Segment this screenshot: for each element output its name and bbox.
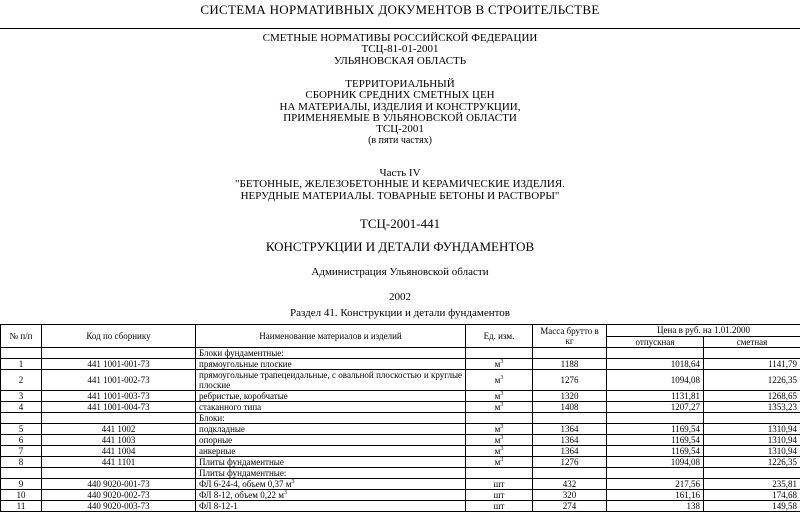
cell-release-text: 1131,81	[671, 391, 700, 401]
header-release-price: отпускная	[607, 336, 704, 348]
table-row	[1, 391, 800, 402]
cell-code	[42, 501, 196, 512]
table-row	[1, 370, 800, 391]
cell-num	[1, 413, 42, 424]
cell-unit	[466, 391, 533, 402]
system-title: СИСТЕМА НОРМАТИВНЫХ ДОКУМЕНТОВ В СТРОИТЕЛЬСТВЕ	[0, 0, 800, 29]
cell-mass	[533, 468, 607, 479]
header-num: № п/п	[1, 325, 42, 348]
cell-group-name-text: Блоки:	[199, 413, 225, 423]
cell-unit	[466, 348, 533, 359]
cell-num	[1, 402, 42, 413]
part-title-line: "БЕТОННЫЕ, ЖЕЛЕЗОБЕТОННЫЕ И КЕРАМИЧЕСКИЕ ИЗДЕЛИЯ.	[235, 178, 565, 191]
cell-code-text: 440 9020-001-73	[87, 479, 150, 489]
cell-estimate	[704, 402, 800, 413]
cell-unit-text: м	[494, 457, 501, 467]
cell-unit	[466, 402, 533, 413]
cell-estimate	[704, 391, 800, 402]
cell-name-text: прямоугольные плоские	[199, 359, 292, 369]
cell-num-text: 4	[18, 402, 24, 412]
cell-name	[196, 424, 466, 435]
cell-code	[42, 348, 196, 359]
cell-estimate-text: 235,81	[772, 479, 797, 489]
cell-mass-text: 1408	[560, 402, 579, 412]
cell-mass	[533, 435, 607, 446]
cell-unit-text: м	[494, 402, 501, 412]
header-line: ТСЦ-2001	[376, 123, 424, 136]
cell-code-text: 441 1002	[101, 424, 136, 434]
cell-mass	[533, 359, 607, 370]
cell-num-text: 9	[18, 479, 24, 489]
cell-unit-text: м	[494, 435, 501, 445]
cell-num	[1, 468, 42, 479]
cell-code	[42, 424, 196, 435]
cell-name	[196, 370, 466, 391]
cell-name	[196, 457, 466, 468]
cell-estimate-text: 174,68	[772, 490, 797, 500]
cell-unit	[466, 490, 533, 501]
cell-code	[42, 435, 196, 446]
cell-release	[607, 391, 704, 402]
cell-unit-text: м	[494, 424, 501, 434]
cell-estimate	[704, 446, 800, 457]
cell-code-text: 441 1001-004-73	[87, 402, 150, 412]
cell-release	[607, 457, 704, 468]
header-code: Код по сборнику	[42, 325, 196, 348]
cell-unit-text: м	[494, 359, 501, 369]
header-unit: Ед. изм.	[466, 325, 533, 348]
cell-name-text: опорные	[199, 435, 233, 445]
cell-release-text: 1018,64	[670, 359, 700, 369]
cell-unit	[466, 446, 533, 457]
header-block-1	[0, 33, 800, 67]
cell-num	[1, 446, 42, 457]
cell-name	[196, 435, 466, 446]
header-estimate-price: сметная	[704, 336, 800, 348]
cell-mass	[533, 446, 607, 457]
header-line: ПРИМЕНЯЕМЫЕ В УЛЬЯНОВСКОЙ ОБЛАСТИ	[283, 111, 517, 124]
cell-release-text: 161,16	[675, 490, 700, 500]
cell-name	[196, 402, 466, 413]
cell-num	[1, 424, 42, 435]
cell-code-text: 441 1001-003-73	[87, 391, 150, 401]
cell-release-text: 1207,27	[670, 402, 700, 412]
cell-estimate	[704, 490, 800, 501]
cell-release-text: 138	[686, 501, 700, 511]
cell-release	[607, 446, 704, 457]
cell-code	[42, 490, 196, 501]
cell-name-text: стаканного типа	[199, 402, 262, 412]
cell-unit-text: шт	[493, 479, 505, 489]
cell-unit	[466, 457, 533, 468]
header-line: (в пяти частях)	[368, 135, 432, 147]
table-row	[1, 402, 800, 413]
header-mass: Масса брутто в кг	[533, 325, 607, 348]
cell-estimate-text: 1226,35	[767, 457, 797, 467]
cell-unit	[466, 370, 533, 391]
cell-estimate-text: 1141,79	[768, 359, 797, 369]
table-row	[1, 446, 800, 457]
cell-mass	[533, 501, 607, 512]
superscript: 3	[283, 490, 287, 496]
cell-mass-text: 432	[562, 479, 577, 489]
cell-num-text: 10	[16, 490, 26, 500]
cell-estimate-text: 1353,23	[767, 402, 797, 412]
cell-name	[196, 490, 466, 501]
cell-estimate	[704, 457, 800, 468]
cell-release	[607, 501, 704, 512]
cell-name	[196, 359, 466, 370]
cell-code	[42, 457, 196, 468]
cell-release	[607, 435, 704, 446]
cell-code-text: 441 1101	[101, 457, 136, 467]
cell-release	[607, 402, 704, 413]
cell-mass-text: 1276	[560, 457, 579, 467]
cell-name-text: подкладные	[199, 424, 245, 434]
cell-code-text: 440 9020-002-73	[87, 490, 150, 500]
cell-unit	[466, 424, 533, 435]
header-price: Цена в руб. на 1.01.2000	[607, 325, 800, 337]
administration: Администрация Ульяновской области	[311, 266, 489, 278]
cell-num	[1, 435, 42, 446]
cell-mass-text: 1276	[560, 375, 579, 385]
cell-mass	[533, 413, 607, 424]
cell-group-name	[196, 413, 466, 424]
cell-code-text: 440 9020-003-73	[87, 501, 150, 511]
cell-num-text: 1	[18, 359, 24, 369]
cell-release-text: 1169,54	[671, 446, 700, 456]
part-title-line: НЕРУДНЫЕ МАТЕРИАЛЫ. ТОВАРНЫЕ БЕТОНЫ И РАСТВОРЫ"	[240, 189, 560, 202]
cell-name-text: прямоугольные трапецеидальные, с овальной плоскостью и круглые плоские	[199, 370, 462, 390]
cell-group-name-text: Плиты фундаментные:	[199, 468, 287, 478]
cell-release	[607, 413, 704, 424]
cell-release	[607, 479, 704, 490]
cell-code	[42, 413, 196, 424]
cell-num	[1, 391, 42, 402]
table-row	[1, 457, 800, 468]
superscript: 3	[500, 424, 504, 430]
cell-num	[1, 370, 42, 391]
cell-unit-text: м	[494, 446, 501, 456]
cell-group-name	[196, 348, 466, 359]
cell-name	[196, 446, 466, 457]
cell-name-text: анкерные	[199, 446, 236, 456]
cell-num-text: 5	[18, 424, 24, 434]
cell-mass	[533, 370, 607, 391]
cell-code	[42, 468, 196, 479]
group-row	[1, 468, 800, 479]
cell-name-text: ФЛ 8-12-1	[199, 501, 238, 511]
header-line: ТЕРРИТОРИАЛЬНЫЙ	[345, 78, 455, 90]
header-line: СБОРНИК СРЕДНИХ СМЕТНЫХ ЦЕН	[305, 89, 495, 102]
table-row	[1, 490, 800, 501]
cell-estimate	[704, 413, 800, 424]
table-row	[1, 359, 800, 370]
table-row	[1, 501, 800, 512]
table-row	[1, 424, 800, 435]
cell-code	[42, 402, 196, 413]
header-name: Наименование материалов и изделий	[196, 325, 466, 348]
cell-estimate	[704, 424, 800, 435]
cell-estimate-text: 1268,65	[767, 391, 797, 401]
cell-group-name	[196, 468, 466, 479]
cell-name-text: ФЛ 8-12, объем 0,22 м	[199, 490, 284, 500]
cell-unit-text: м	[494, 375, 501, 385]
cell-mass	[533, 490, 607, 501]
cell-estimate-text: 1310,94	[767, 435, 797, 445]
cell-estimate-text: 1310,94	[767, 446, 797, 456]
header-block-2	[0, 79, 800, 147]
cell-name-text: ФЛ 6-24-4, объем 0,37 м	[199, 479, 292, 489]
cell-release-text: 1169,54	[671, 435, 700, 445]
cell-num	[1, 479, 42, 490]
cell-code-text: 441 1004	[101, 446, 136, 456]
cell-name-text: Плиты фундаментные	[199, 457, 284, 467]
razdel-title: Раздел 41. Конструкции и детали фундаментов	[290, 307, 510, 319]
cell-estimate-text: 1226,35	[767, 375, 797, 385]
year: 2002	[389, 291, 411, 303]
cell-mass	[533, 348, 607, 359]
cell-release	[607, 490, 704, 501]
cell-estimate	[704, 435, 800, 446]
cell-mass-text: 1364	[560, 435, 579, 445]
cell-release-text: 1094,08	[670, 457, 700, 467]
table-row	[1, 435, 800, 446]
cell-unit	[466, 435, 533, 446]
group-row	[1, 413, 800, 424]
cell-unit	[466, 359, 533, 370]
section-title: КОНСТРУКЦИИ И ДЕТАЛИ ФУНДАМЕНТОВ	[265, 239, 535, 254]
cell-name-text: ребристые, коробчатые	[199, 391, 288, 401]
superscript: 3	[500, 435, 504, 441]
cell-estimate	[704, 370, 800, 391]
cell-unit	[466, 413, 533, 424]
part-label: Часть IV	[379, 167, 421, 179]
cell-num-text: 7	[18, 446, 24, 456]
cell-unit-text: шт	[493, 490, 505, 500]
cell-unit-text: шт	[493, 501, 505, 511]
cell-estimate	[704, 501, 800, 512]
cell-release-text: 1169,54	[671, 424, 700, 434]
cell-mass-text: 320	[562, 490, 577, 500]
cell-num	[1, 359, 42, 370]
superscript: 3	[291, 479, 295, 485]
cell-release	[607, 370, 704, 391]
cell-estimate	[704, 348, 800, 359]
cell-mass-text: 1320	[560, 391, 579, 401]
cell-num	[1, 457, 42, 468]
superscript: 3	[500, 457, 504, 463]
cell-estimate-text: 1310,94	[767, 424, 797, 434]
part-block	[0, 168, 800, 202]
table-body	[1, 348, 800, 512]
header-line: СМЕТНЫЕ НОРМАТИВЫ РОССИЙСКОЙ ФЕДЕРАЦИИ	[262, 32, 538, 44]
cell-release	[607, 359, 704, 370]
header-line: ТСЦ-81-01-2001	[361, 43, 439, 56]
cell-num-text: 3	[18, 391, 24, 401]
header-line: НА МАТЕРИАЛЫ, ИЗДЕЛИЯ И КОНСТРУКЦИИ,	[279, 100, 521, 113]
document-code: ТСЦ-2001-441	[359, 216, 441, 231]
cell-code-text: 441 1001-002-73	[87, 375, 150, 385]
cell-name	[196, 479, 466, 490]
cell-release-text: 1094,08	[670, 375, 700, 385]
cell-code-text: 441 1003	[101, 435, 136, 445]
cell-num-text: 2	[18, 375, 24, 385]
cell-unit	[466, 468, 533, 479]
cell-estimate	[704, 468, 800, 479]
cell-mass	[533, 391, 607, 402]
cell-mass-text: 1364	[560, 424, 579, 434]
cell-estimate	[704, 479, 800, 490]
cell-mass-text: 1364	[560, 446, 579, 456]
cell-mass-text: 1188	[560, 359, 579, 369]
cell-mass	[533, 479, 607, 490]
superscript: 3	[500, 402, 504, 408]
header-line: УЛЬЯНОВСКАЯ ОБЛАСТЬ	[333, 54, 467, 67]
superscript: 3	[500, 359, 504, 365]
superscript: 3	[500, 446, 504, 452]
cell-name	[196, 501, 466, 512]
cell-code	[42, 479, 196, 490]
cell-num	[1, 490, 42, 501]
price-table	[0, 324, 800, 512]
cell-estimate	[704, 359, 800, 370]
cell-num-text: 8	[18, 457, 24, 467]
cell-group-name-text: Блоки фундаментные:	[199, 348, 284, 358]
cell-unit-text: м	[494, 391, 501, 401]
cell-release	[607, 348, 704, 359]
cell-mass	[533, 424, 607, 435]
cell-mass	[533, 457, 607, 468]
cell-num	[1, 348, 42, 359]
superscript: 3	[500, 375, 504, 381]
cell-code-text: 441 1001-001-73	[87, 359, 150, 369]
cell-unit	[466, 479, 533, 490]
group-row	[1, 348, 800, 359]
cell-name	[196, 391, 466, 402]
cell-mass-text: 274	[562, 501, 577, 511]
cell-num-text: 11	[16, 501, 26, 511]
cell-code	[42, 391, 196, 402]
cell-num-text: 6	[18, 435, 24, 445]
cell-release	[607, 424, 704, 435]
cell-mass	[533, 402, 607, 413]
cell-code	[42, 446, 196, 457]
cell-release-text: 217,56	[675, 479, 700, 489]
cell-estimate-text: 149,58	[772, 501, 797, 511]
cell-code	[42, 370, 196, 391]
cell-unit	[466, 501, 533, 512]
table-row	[1, 479, 800, 490]
cell-release	[607, 468, 704, 479]
cell-num	[1, 501, 42, 512]
cell-code	[42, 359, 196, 370]
superscript: 3	[500, 391, 504, 397]
